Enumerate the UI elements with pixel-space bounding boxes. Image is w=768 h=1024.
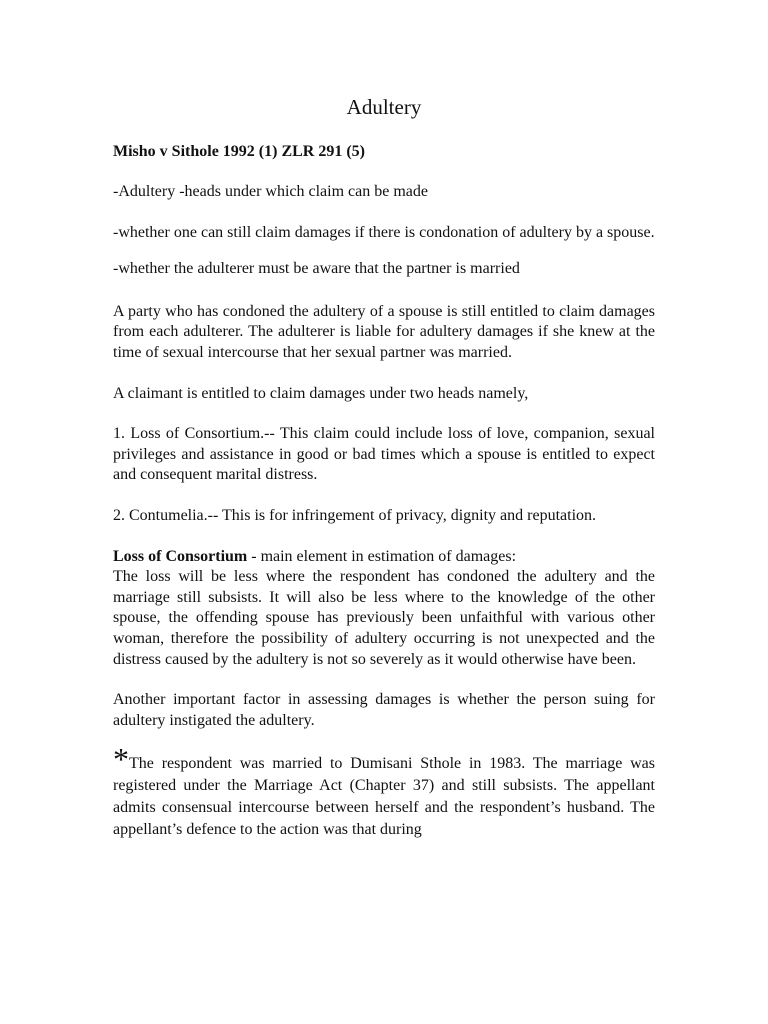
document-page [113,92,655,841]
head-loss-of-consortium: 1. Loss of Consortium.-- This claim could include loss of love, companion, sexual privileges and assistance in good or bad times which a spouse is entitled to expect and consequent marital distress. [113,425,655,484]
facts-text: The respondent was married to Dumisani Sthole in 1983. The marriage was registered under the Marriage Act (Chapter 37) and still subsists. The appellant admits consensual intercourse between herself and the respondent’s husband. The appellant’s defence to the action was that during [113,755,655,839]
headnote-heads: -Adultery -heads under which claim can be made [113,183,428,200]
instigation-factor-paragraph: Another important factor in assessing damages is whether the person suing for adultery instigated the adultery. [113,691,655,729]
asterisk-marker: * [113,741,129,778]
headnote-condonation: -whether one can still claim damages if there is condonation of adultery by a spouse. [113,223,655,241]
facts-paragraph [113,741,655,841]
consortium-heading-rest: - main element in estimation of damages: [247,547,517,565]
consortium-heading-line [113,547,655,568]
consortium-body-paragraph: The loss will be less where the respondent has condoned the adultery and the marriage still subsists. It will also be less where to the knowledge of the other spouse, the offending spouse has previously been unfaithful with various other woman, therefore the possibility of adultery occurring is not unexpected and the distress caused by the adultery is not so severely as it would otherwise have been. [113,568,655,668]
document-title: Adultery [346,95,422,119]
headnote-awareness: -whether the adulterer must be aware that the partner is married [113,260,520,278]
consortium-heading: Loss of Consortium [113,547,248,565]
holding-paragraph: A party who has condoned the adultery of a spouse is still entitled to claim damages from each adulterer. The adulterer is liable for adultery damages if she knew at the time of sexual intercourse that her sexual partner was married. [113,302,655,361]
case-reference: Misho v Sithole 1992 (1) ZLR 291 (5) [113,143,365,160]
heads-intro-paragraph: A claimant is entitled to claim damages under two heads namely, [113,384,529,402]
head-contumelia: 2. Contumelia.-- This is for infringement of privacy, dignity and reputation. [113,506,597,524]
